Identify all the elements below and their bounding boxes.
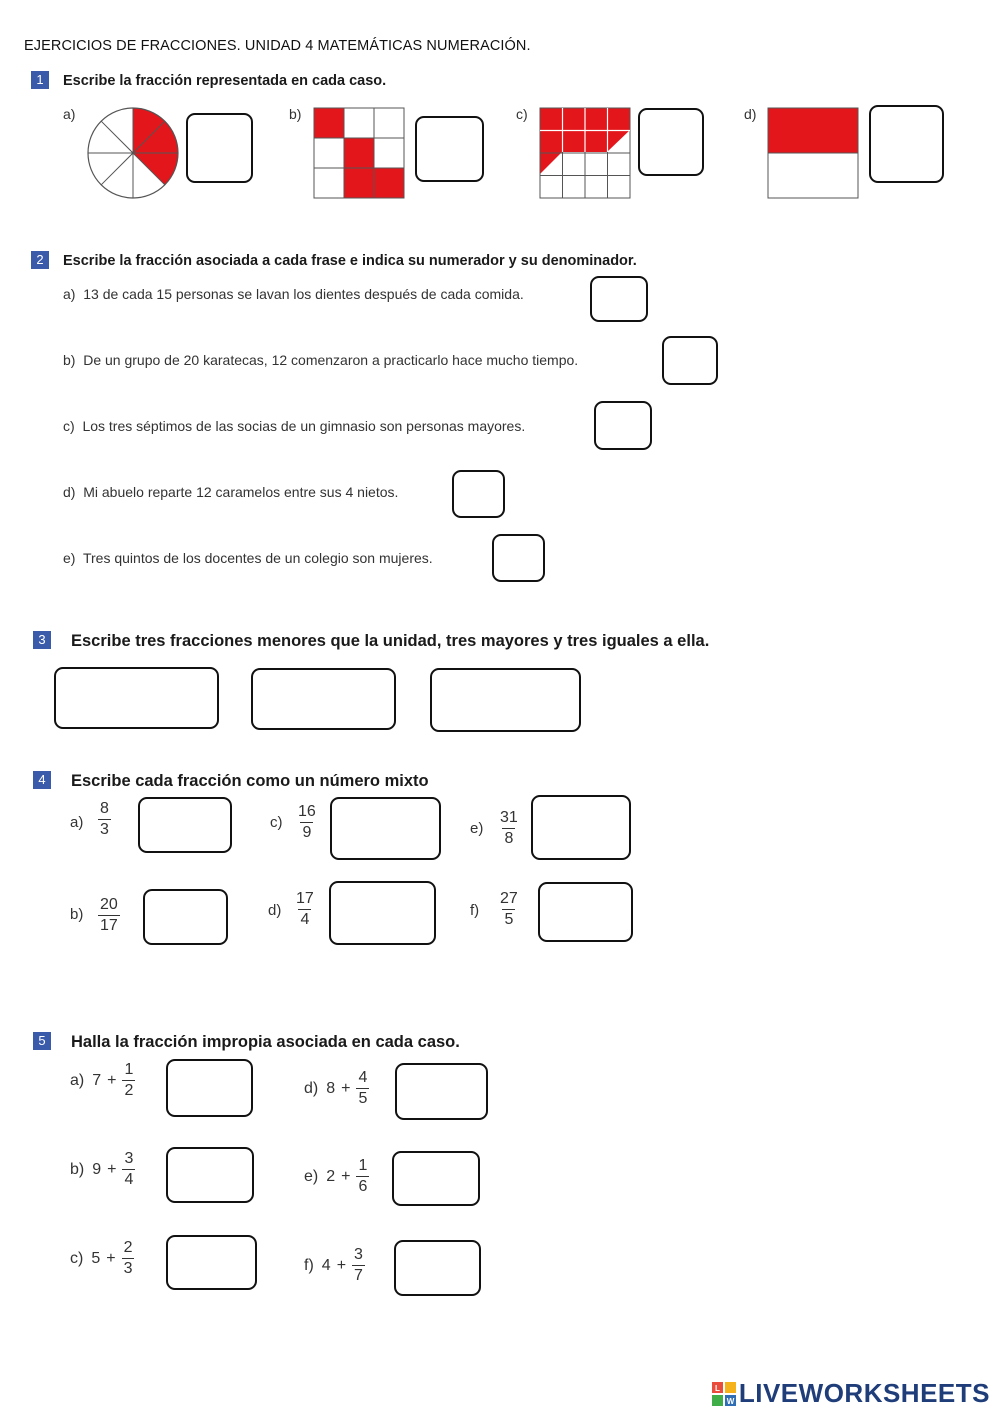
svg-text:L: L	[714, 1383, 720, 1393]
mixed-number-5d	[304, 1068, 369, 1109]
liveworksheets-logo[interactable]	[712, 1378, 990, 1409]
denominator: 4	[300, 911, 310, 928]
denominator: 3	[100, 821, 109, 838]
answer-box-2c[interactable]	[594, 401, 652, 450]
ex2-item-text: 13 de cada 15 personas se lavan los dientes después de cada comida.	[83, 286, 524, 302]
ex2-item-b	[63, 352, 578, 368]
fraction-4c	[296, 802, 318, 843]
mixed-number-5a	[70, 1060, 135, 1101]
answer-box-1a[interactable]	[186, 113, 253, 183]
fraction-part	[356, 1068, 369, 1109]
numerator: 3	[124, 1150, 134, 1167]
answer-box-5e[interactable]	[392, 1151, 480, 1206]
denominator: 7	[354, 1267, 363, 1284]
ex2-item-text: Los tres séptimos de las socias de un gimnasio son personas mayores.	[82, 418, 526, 434]
answer-box-3-less[interactable]	[54, 667, 219, 729]
ex4-label-d: d)	[268, 902, 282, 919]
ex2-item-e	[63, 550, 433, 566]
answer-box-4c[interactable]	[330, 797, 441, 860]
plus-sign: +	[341, 1167, 351, 1185]
numerator: 4	[358, 1069, 368, 1086]
denominator: 3	[123, 1260, 133, 1277]
answer-box-1b[interactable]	[415, 116, 484, 182]
exercise-4-heading: Escribe cada fracción como un número mixto	[71, 772, 429, 790]
page-title: EJERCICIOS DE FRACCIONES. UNIDAD 4 MATEMÁTICAS NUMERACIÓN.	[24, 38, 531, 54]
whole-part: 7	[92, 1071, 102, 1089]
ex2-item-label: c)	[63, 418, 75, 434]
svg-text:W: W	[726, 1396, 735, 1406]
item-label: c)	[70, 1249, 84, 1267]
liveworksheets-logo-icon	[712, 1382, 736, 1406]
fraction-part	[122, 1238, 135, 1279]
denominator: 5	[358, 1090, 368, 1107]
numerator: 17	[296, 890, 314, 907]
whole-part: 4	[321, 1256, 331, 1274]
fraction-4e	[498, 808, 520, 849]
item-label: a)	[70, 1071, 85, 1089]
answer-box-3-equal[interactable]	[430, 668, 581, 732]
denominator: 2	[124, 1082, 134, 1099]
ex4-label-b: b)	[70, 906, 84, 923]
answer-box-3-greater[interactable]	[251, 668, 396, 730]
logo-text: LIVEWORKSHEETS	[738, 1378, 990, 1408]
whole-part: 8	[326, 1079, 336, 1097]
fraction-4a	[98, 799, 111, 840]
plus-sign: +	[341, 1079, 351, 1097]
ex2-item-c	[63, 418, 525, 434]
answer-box-5a[interactable]	[166, 1059, 253, 1117]
whole-part: 9	[92, 1160, 102, 1178]
ex1-label-a: a)	[63, 106, 76, 122]
answer-box-4f[interactable]	[538, 882, 633, 942]
answer-box-4e[interactable]	[531, 795, 631, 860]
plus-sign: +	[106, 1249, 116, 1267]
answer-box-5c[interactable]	[166, 1235, 257, 1290]
denominator: 5	[504, 911, 514, 928]
answer-box-1c[interactable]	[638, 108, 704, 176]
numerator: 2	[123, 1239, 133, 1256]
mixed-number-5b	[70, 1149, 135, 1190]
ex2-item-text: Tres quintos de los docentes de un colegio son mujeres.	[82, 550, 433, 566]
answer-box-2a[interactable]	[590, 276, 648, 322]
mixed-number-5e	[304, 1156, 369, 1197]
ex2-item-label: b)	[63, 352, 76, 368]
fraction-part	[356, 1156, 369, 1197]
fraction-4f	[498, 889, 520, 930]
exercise-1-badge: 1	[31, 71, 49, 89]
grid-diagram-b	[313, 107, 405, 199]
answer-box-2d[interactable]	[452, 470, 505, 518]
ex2-item-label: d)	[63, 484, 76, 500]
ex2-item-a	[63, 286, 524, 302]
ex1-label-c: c)	[516, 106, 528, 122]
numerator: 20	[100, 896, 118, 913]
item-label: d)	[304, 1079, 319, 1097]
item-label: e)	[304, 1167, 319, 1185]
fraction-part	[352, 1245, 365, 1286]
plus-sign: +	[107, 1160, 117, 1178]
exercise-5-heading: Halla la fracción impropia asociada en cada caso.	[71, 1033, 460, 1051]
answer-box-5d[interactable]	[395, 1063, 488, 1120]
mixed-number-5f	[304, 1245, 365, 1286]
ex2-item-text: Mi abuelo reparte 12 caramelos entre sus 4 nietos.	[83, 484, 399, 500]
answer-box-2e[interactable]	[492, 534, 545, 582]
answer-box-5b[interactable]	[166, 1147, 254, 1203]
fraction-4d	[294, 889, 316, 930]
numerator: 16	[298, 803, 316, 820]
exercise-3-badge: 3	[33, 631, 51, 649]
exercise-3-heading: Escribe tres fracciones menores que la unidad, tres mayores y tres iguales a ella.	[71, 632, 710, 650]
fraction-4b	[98, 895, 120, 936]
answer-box-2b[interactable]	[662, 336, 718, 385]
numerator: 8	[100, 800, 109, 817]
plus-sign: +	[336, 1256, 347, 1274]
grid-diagram-c	[539, 107, 631, 199]
plus-sign: +	[107, 1071, 117, 1089]
exercise-5-badge: 5	[33, 1032, 51, 1050]
denominator: 9	[302, 824, 312, 841]
numerator: 27	[500, 890, 518, 907]
item-label: b)	[70, 1160, 85, 1178]
ex1-label-b: b)	[289, 106, 302, 122]
rectangle-diagram-d	[767, 107, 859, 199]
numerator: 1	[358, 1157, 368, 1174]
ex2-item-label: e)	[63, 550, 76, 566]
ex4-label-a: a)	[70, 814, 84, 831]
circle-diagram	[86, 106, 180, 200]
answer-box-5f[interactable]	[394, 1240, 481, 1296]
exercise-2-heading: Escribe la fracción asociada a cada frase e indica su numerador y su denominador.	[63, 253, 637, 269]
answer-box-4d[interactable]	[329, 881, 436, 945]
exercise-1-heading: Escribe la fracción representada en cada caso.	[63, 73, 387, 89]
denominator: 4	[124, 1171, 134, 1188]
mixed-number-5c	[70, 1238, 134, 1279]
ex4-label-e: e)	[470, 820, 484, 837]
fraction-part	[122, 1060, 135, 1101]
denominator: 8	[504, 830, 514, 847]
denominator: 6	[358, 1178, 368, 1195]
ex1-label-d: d)	[744, 106, 757, 122]
numerator: 1	[124, 1061, 134, 1078]
numerator: 3	[354, 1246, 363, 1263]
exercise-2-badge: 2	[31, 251, 49, 269]
exercise-4-badge: 4	[33, 771, 51, 789]
whole-part: 2	[326, 1167, 336, 1185]
ex2-item-text: De un grupo de 20 karatecas, 12 comenzaron a practicarlo hace mucho tiempo.	[83, 352, 579, 368]
answer-box-4a[interactable]	[138, 797, 232, 853]
item-label: f)	[304, 1256, 314, 1274]
answer-box-4b[interactable]	[143, 889, 228, 945]
ex4-label-f: f)	[470, 902, 480, 919]
answer-box-1d[interactable]	[869, 105, 944, 183]
ex2-item-d	[63, 484, 398, 500]
fraction-part	[122, 1149, 135, 1190]
whole-part: 5	[91, 1249, 101, 1267]
denominator: 17	[100, 917, 118, 934]
ex4-label-c: c)	[270, 814, 283, 831]
numerator: 31	[500, 809, 518, 826]
ex2-item-label: a)	[63, 286, 76, 302]
